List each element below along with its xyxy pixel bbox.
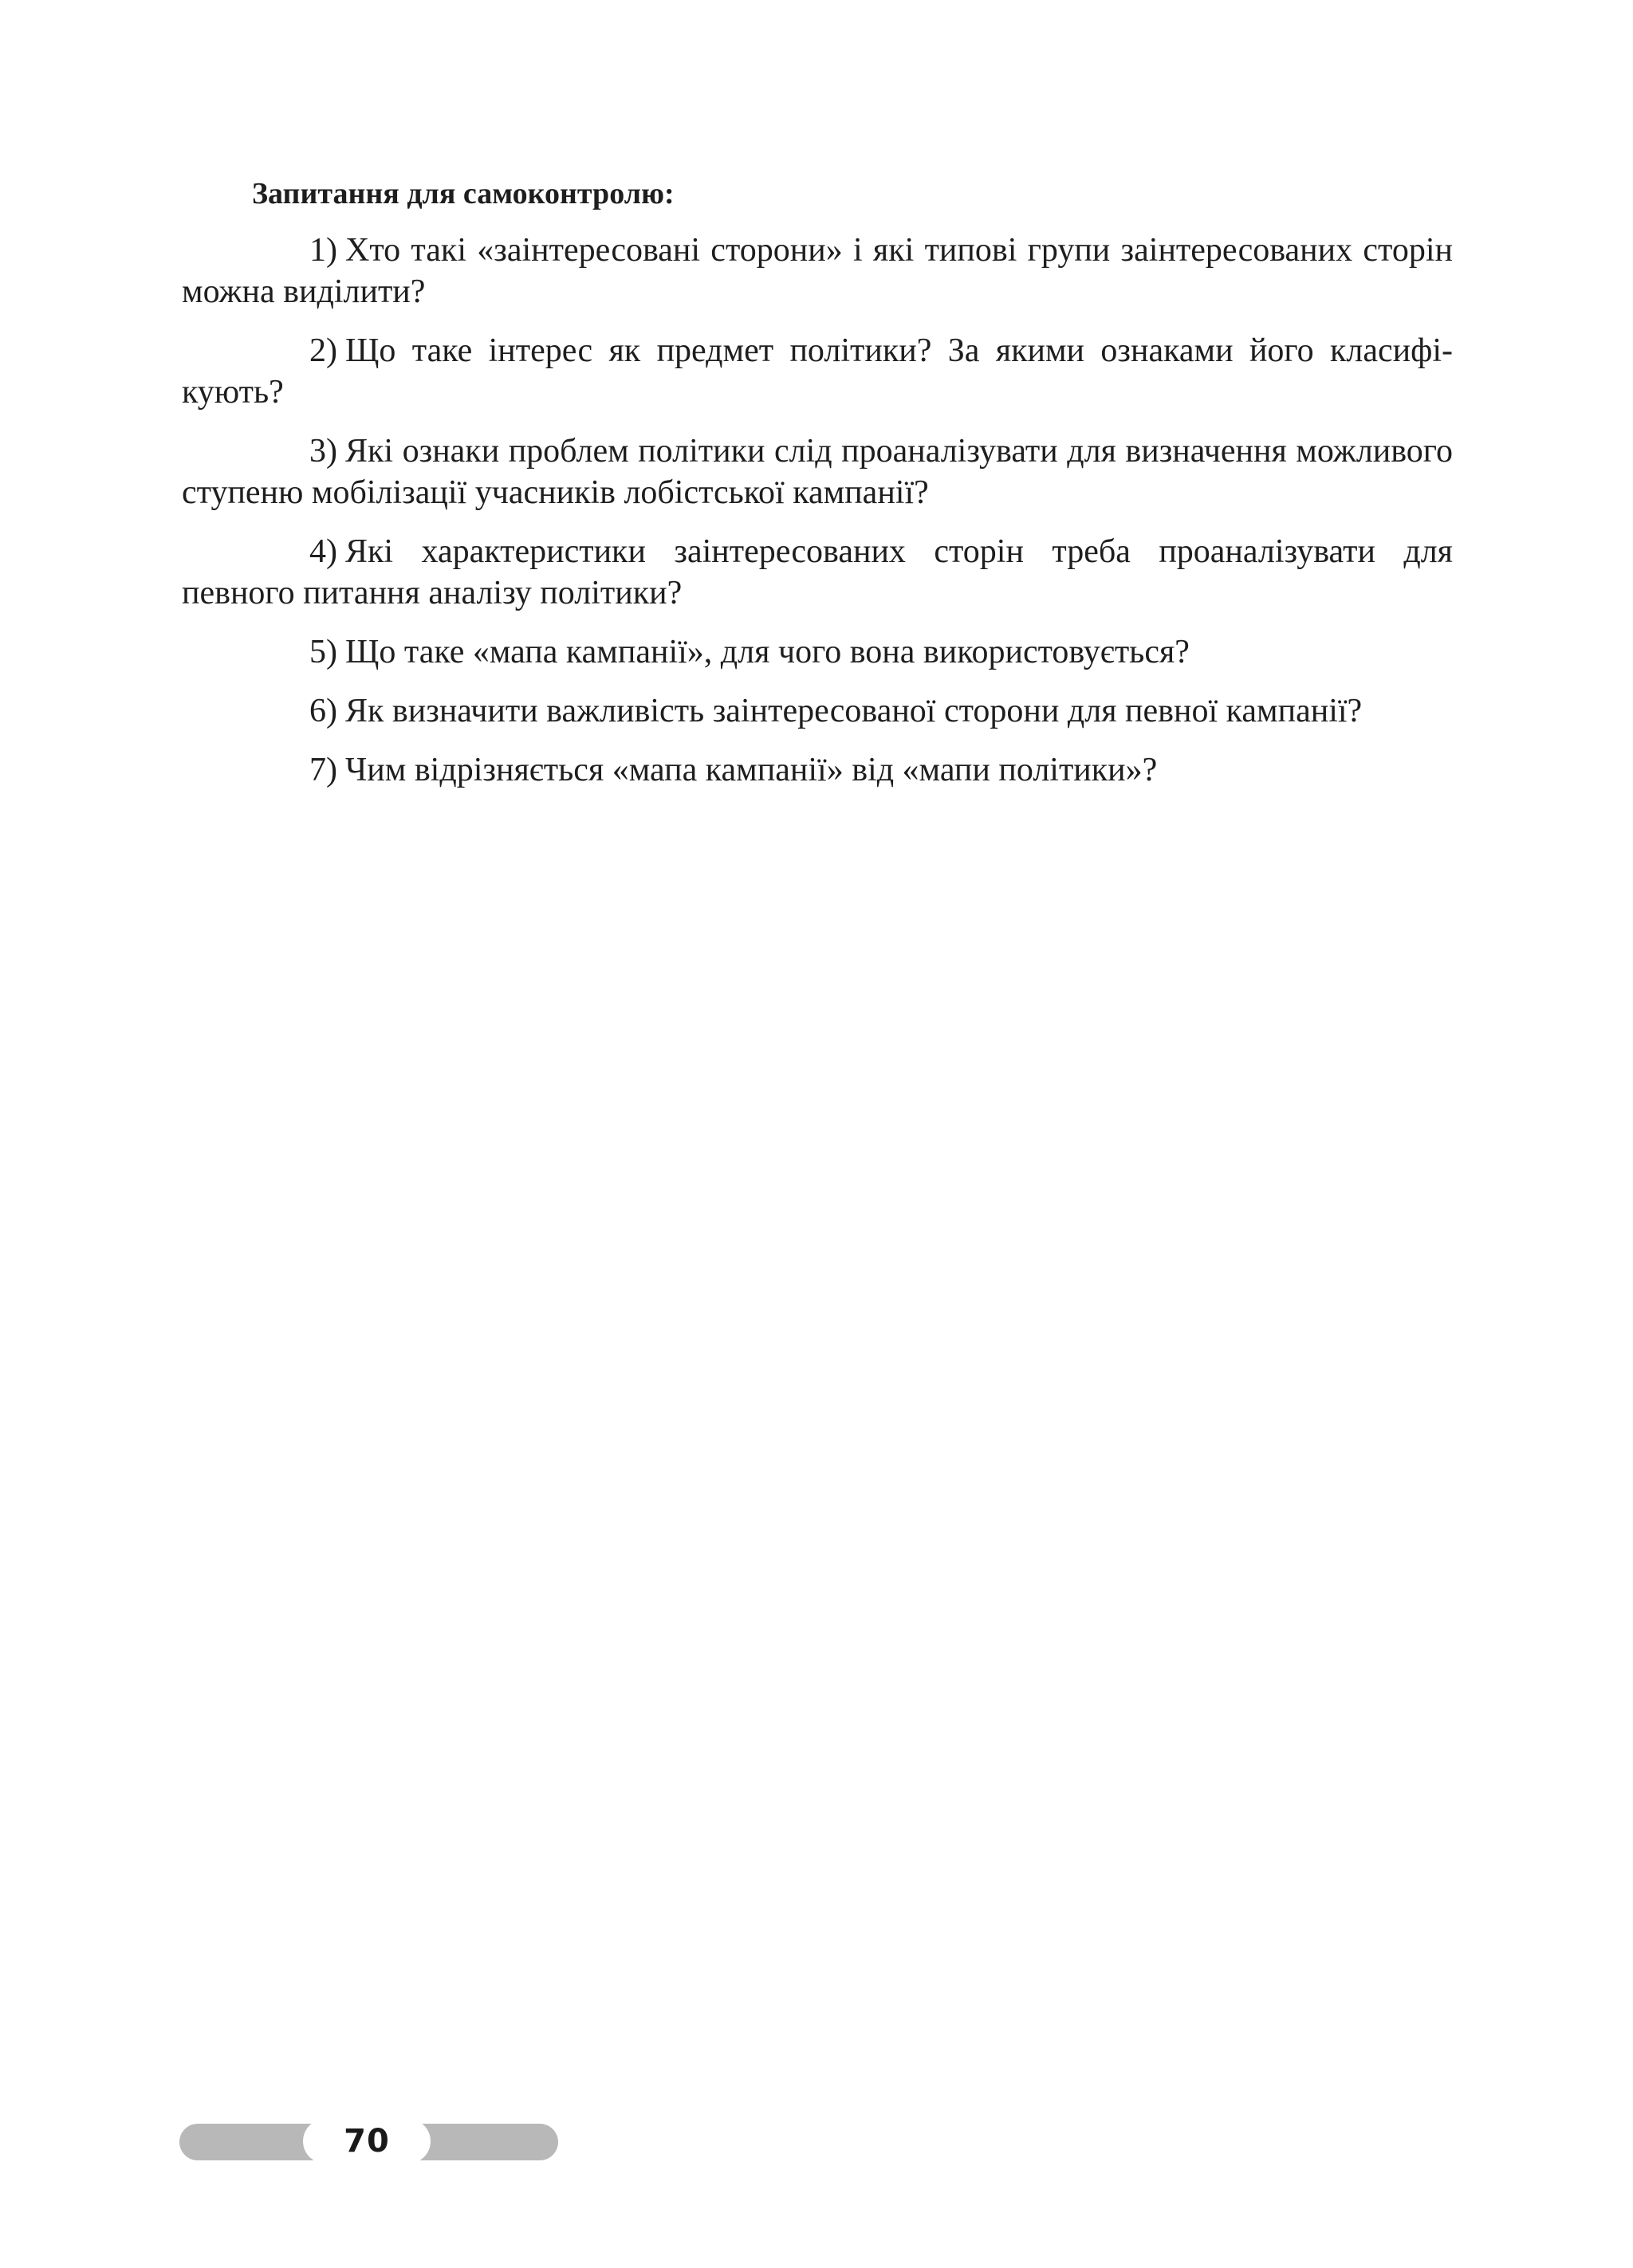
question-text: Хто такі «заінтересовані сторони» і які типові групи заінтересованих сторін можна виділити? — [182, 232, 1453, 310]
question-item — [182, 690, 1453, 732]
question-item — [182, 531, 1453, 614]
question-text: Як визначити важливість заінтересованої сторони для певної кампанії? — [345, 693, 1363, 729]
page-footer — [179, 2119, 558, 2164]
question-item — [182, 430, 1453, 513]
question-item — [182, 631, 1453, 673]
question-number: 6) — [309, 693, 337, 729]
question-number: 3) — [309, 433, 337, 470]
question-text: Що таке інтерес як предмет політики? За якими ознаками його класифікують? — [182, 332, 1453, 411]
question-number: 2) — [309, 332, 337, 369]
page-number-box — [303, 2119, 431, 2164]
question-number: 4) — [309, 533, 337, 570]
question-number: 1) — [309, 232, 337, 269]
question-item — [182, 749, 1453, 791]
question-text: Що таке «мапа кампанії», для чого вона використовується? — [345, 634, 1190, 670]
question-text: Які ознаки проблем політики слід проаналізувати для визначення можливого ступеню мобілізації учасників лобістської кампанії? — [182, 433, 1453, 511]
question-text: Які характеристики заінтересованих сторін треба проаналізувати для певного питання аналізу політики? — [182, 533, 1453, 611]
page-content — [182, 174, 1453, 808]
page-number: 70 — [344, 2123, 390, 2160]
section-heading: Запитання для самоконтролю: — [252, 177, 675, 210]
question-text: Чим відрізняється «мапа кампанії» від «мапи політики»? — [345, 752, 1158, 788]
question-item — [182, 230, 1453, 312]
question-number: 7) — [309, 752, 337, 788]
question-number: 5) — [309, 634, 337, 670]
question-item — [182, 330, 1453, 413]
